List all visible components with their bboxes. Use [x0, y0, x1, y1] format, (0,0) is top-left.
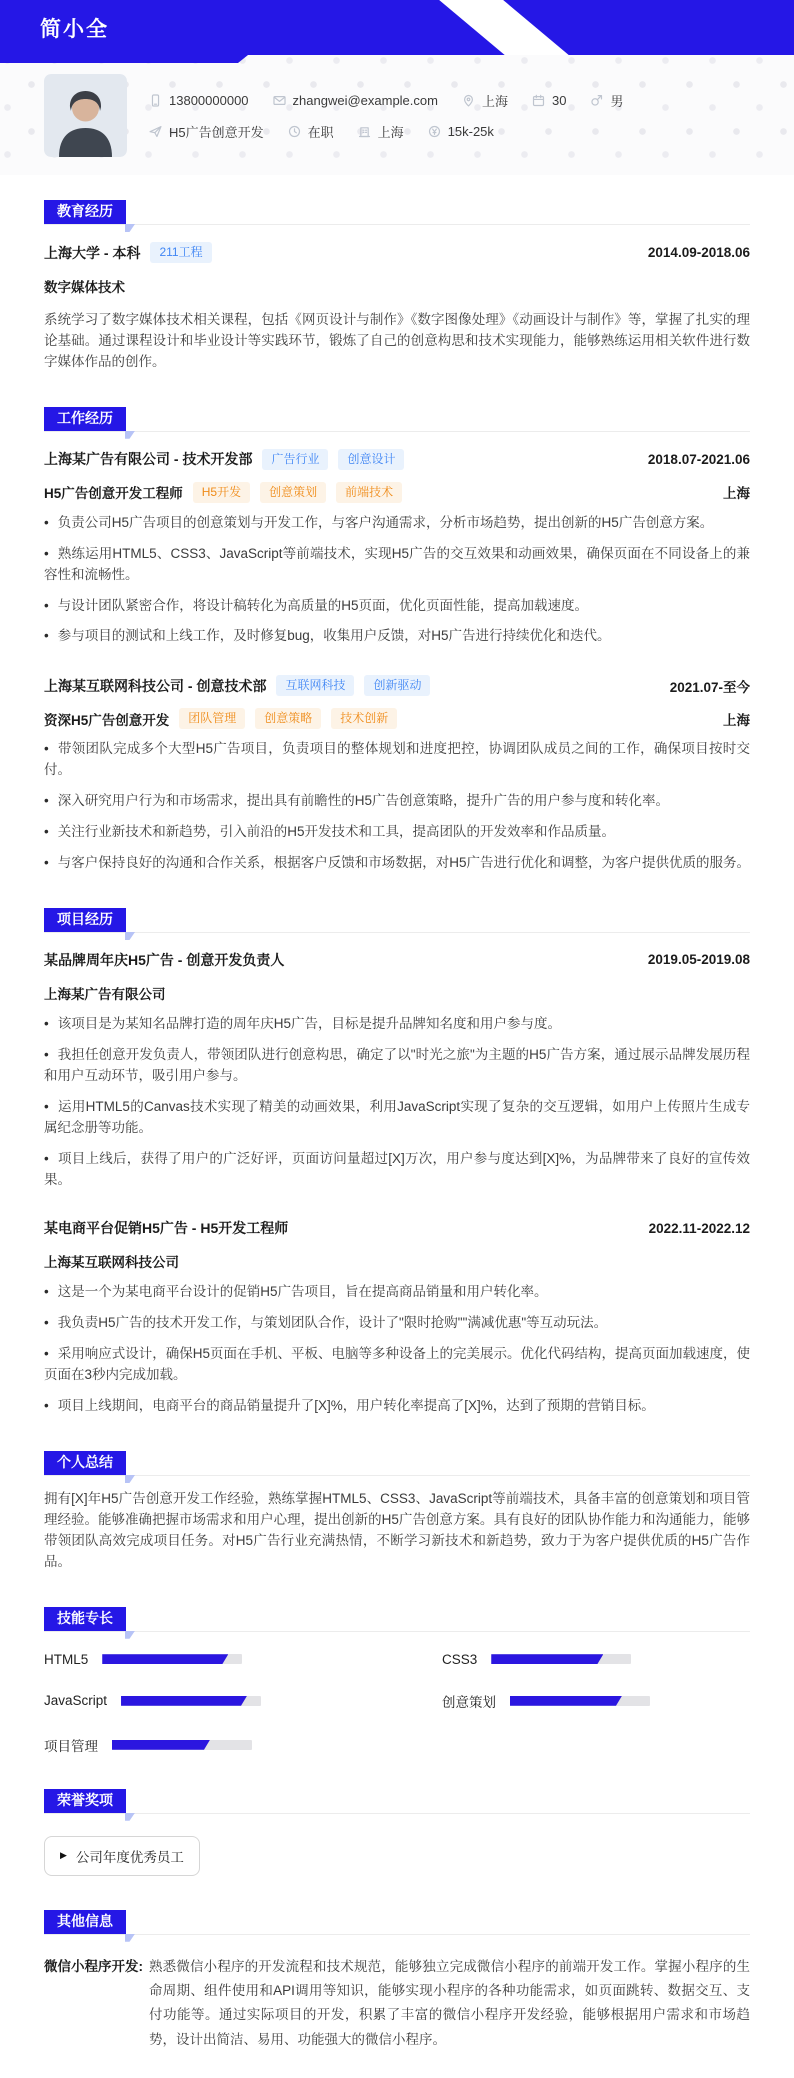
section-title-badge: 教育经历: [44, 200, 126, 224]
project-block: [44, 950, 750, 1190]
project-name: 某品牌周年庆H5广告 - 创意开发负责人: [44, 951, 285, 968]
section-header: [44, 407, 750, 432]
project-name: 某电商平台促销H5广告 - H5开发工程师: [44, 1220, 289, 1237]
job-intent-value: H5广告创意开发: [169, 125, 264, 140]
section-header: [44, 200, 750, 225]
bullet-item: • 关注行业新技术和新趋势，引入前沿的H5开发技术和工具，提高团队的开发效率和作品质量。: [44, 822, 750, 843]
section-title-badge: 个人总结: [44, 1451, 126, 1475]
job-location: 上海: [723, 712, 750, 728]
bullet-item: • 我负责H5广告的技术开发工作，与策划团队合作，设计了"限时抢购""满减优惠"等互动玩法。: [44, 1313, 750, 1334]
bullet-item: • 带领团队完成多个大型H5广告项目，负责项目的整体规划和进度把控，协调团队成员之间的工作，确保项目按时交付。: [44, 739, 750, 781]
education-date: 2014.09-2018.06: [647, 245, 750, 260]
bullet-item: • 项目上线后，获得了用户的广泛好评，页面访问量超过[X]万次，用户参与度达到[X]%，为品牌带来了良好的宣传效果。: [44, 1149, 750, 1191]
job-header-row: [44, 675, 750, 696]
job-bullets: [44, 739, 750, 874]
banner-background: [0, 0, 794, 55]
section-honors: [44, 1789, 750, 1876]
section-title-badge: 其他信息: [44, 1910, 126, 1934]
gender-value: 男: [610, 94, 624, 109]
salary-icon: [428, 125, 441, 138]
skill-item: [44, 1691, 352, 1711]
project-company-row: [44, 1251, 750, 1272]
profile-age: [532, 93, 566, 108]
role-name: 资深H5广告创意开发: [44, 712, 170, 728]
skill-name: HTML5: [44, 1651, 89, 1667]
bullet-item: • 运用HTML5的Canvas技术实现了精美的动画效果，利用JavaScript实现了复杂的交互逻辑，如用户上传照片生成专属纪念册等功能。: [44, 1097, 750, 1139]
phone-icon: [149, 94, 162, 107]
role-tag: 技术创新: [331, 708, 397, 729]
section-title-badge: 荣誉奖项: [44, 1789, 126, 1813]
bullet-item: • 参与项目的测试和上线工作，及时修复bug，收集用户反馈，对H5广告进行持续优化和迭代。: [44, 626, 750, 647]
profile-job-intent: [149, 122, 264, 141]
honor-label: 公司年度优秀员工: [75, 1849, 184, 1865]
role-tag: 前端技术: [336, 482, 402, 503]
role-tag: 创意策划: [260, 482, 326, 503]
email-value: zhangwei@example.com: [292, 93, 438, 108]
section-title-badge: 技能专长: [44, 1607, 126, 1631]
age-icon: [532, 94, 545, 107]
location-icon: [462, 94, 475, 107]
profile-gender: [590, 91, 623, 110]
section-header: [44, 908, 750, 933]
school-name: 上海大学 - 本科: [44, 244, 141, 261]
section-header: [44, 1910, 750, 1935]
role-tag: H5开发: [193, 482, 250, 503]
job-block: [44, 675, 750, 874]
project-company-row: [44, 983, 750, 1004]
age-value: 30: [551, 93, 567, 108]
company-tag: 创意设计: [338, 449, 404, 470]
section-other: [44, 1910, 750, 2052]
bullet-item: • 这是一个为某电商平台设计的促销H5广告项目，旨在提高商品销量和用户转化率。: [44, 1282, 750, 1303]
skill-name: 创意策划: [442, 1694, 496, 1710]
bullet-item: • 与设计团队紧密合作，将设计稿转化为高质量的H5页面，优化页面性能，提高加载速度。: [44, 596, 750, 617]
bullet-item: • 深入研究用户行为和市场需求，提出具有前瞻性的H5广告创意策略，提升广告的用户参与度和转化率。: [44, 791, 750, 812]
bullet-item: • 我担任创意开发负责人，带领团队进行创意构思，确定了以"时光之旅"为主题的H5广告方案，通过展示品牌发展历程和用户互动环节，吸引用户参与。: [44, 1045, 750, 1087]
section-education: [44, 200, 750, 373]
profile-email: [273, 93, 438, 108]
school-tag: 211工程: [150, 242, 211, 263]
skills-grid: [44, 1652, 750, 1755]
status-value: 在职: [307, 125, 334, 140]
section-projects: [44, 908, 750, 1417]
skill-name: CSS3: [442, 1651, 478, 1667]
skill-bar: [510, 1696, 650, 1706]
skill-bar-fill: [102, 1654, 228, 1664]
avatar: [44, 74, 127, 157]
project-date: 2022.11-2022.12: [648, 1220, 750, 1236]
major-name: 数字媒体技术: [44, 280, 125, 295]
other-info-text: 熟悉微信小程序的开发流程和技术规范，能够独立完成微信小程序的前端开发工作。掌握小程序的生命周期、组件使用和API调用等知识，能够实现小程序的各种功能需求，如页面跳转、数据交互、支付功能等。通过实际项目的开发，积累了丰富的微信小程序开发经验，能够根据用户需求和市场趋势，设计出简洁、易用、功能强大的微信小程序。: [149, 1958, 750, 2047]
job-bullets: [44, 513, 750, 648]
other-info-block: [44, 1955, 750, 2052]
section-summary: [44, 1451, 750, 1573]
skill-name: 项目管理: [44, 1738, 98, 1754]
project-bullets: [44, 1282, 750, 1417]
section-header: [44, 1451, 750, 1476]
profile-status: [288, 122, 334, 141]
location-value: 上海: [481, 94, 508, 109]
skill-item: [442, 1652, 750, 1667]
project-company: 上海某互联网科技公司: [44, 1255, 179, 1271]
job-role-row: [44, 482, 750, 503]
role-name: H5广告创意开发工程师: [44, 486, 183, 502]
section-header: [44, 1607, 750, 1632]
section-title-badge: 工作经历: [44, 407, 126, 431]
major-row: [44, 276, 750, 297]
job-block: [44, 449, 750, 648]
role-tag: 创意策略: [255, 708, 321, 729]
profile-row-intent: [149, 122, 647, 141]
project-header-row: [44, 950, 750, 970]
role-tag: 团队管理: [179, 708, 245, 729]
project-bullets: [44, 1014, 750, 1190]
section-header: [44, 1789, 750, 1814]
project-date: 2019.05-2019.08: [647, 952, 750, 968]
avatar-photo-placeholder: [44, 74, 127, 157]
profile-row-basic: [149, 91, 647, 110]
status-icon: [288, 125, 301, 138]
mail-icon: [273, 94, 286, 107]
profile-phone: [149, 93, 249, 108]
profile-location: [462, 91, 508, 110]
job-header-row: [44, 449, 750, 470]
app-banner: [0, 0, 794, 55]
summary-text: 拥有[X]年H5广告创意开发工作经验，熟练掌握HTML5、CSS3、JavaScript等前端技术，具备丰富的创意策划和项目管理经验。能够准确把握市场需求和用户心理，提出创新的H5广告创意方案。具有良好的团队协作能力和沟通能力，能够带领团队高效完成项目任务。对H5广告行业充满热情，不断学习新技术和新趋势，致力于为客户提供优质的H5广告作品。: [44, 1491, 750, 1569]
education-header-row: [44, 242, 750, 263]
skill-bar: [491, 1654, 631, 1664]
bullet-item: • 负责公司H5广告项目的创意策划与开发工作，与客户沟通需求，分析市场趋势，提出创新的H5广告创意方案。: [44, 513, 750, 534]
job-intent-icon: [149, 125, 162, 138]
skill-bar-fill: [510, 1696, 622, 1706]
company-name: 上海某互联网科技公司 - 创意技术部: [44, 677, 267, 694]
section-title-badge: 项目经历: [44, 908, 126, 932]
profile-city: [358, 122, 404, 141]
profile-info: [149, 89, 647, 141]
profile-salary: [428, 124, 494, 139]
other-info-label: 微信小程序开发:: [44, 1958, 143, 1974]
project-block: [44, 1218, 750, 1417]
honor-chip[interactable]: [44, 1836, 200, 1876]
city-icon: [358, 125, 371, 138]
bullet-item: • 项目上线期间，电商平台的商品销量提升了[X]%，用户转化率提高了[X]%，达到了预期的营销目标。: [44, 1396, 750, 1417]
skill-item: [442, 1691, 750, 1711]
banner-ribbon: [0, 55, 248, 63]
gender-icon: [590, 94, 603, 107]
play-icon: ▶: [60, 1850, 67, 1861]
skill-bar-fill: [121, 1696, 247, 1706]
job-date: 2021.07-至今: [669, 679, 750, 695]
profile-section: [0, 55, 794, 175]
bullet-item: • 熟练运用HTML5、CSS3、JavaScript等前端技术，实现H5广告的交互效果和动画效果，确保页面在不同设备上的兼容性和流畅性。: [44, 544, 750, 586]
section-skills: [44, 1607, 750, 1755]
skill-item: [44, 1652, 352, 1667]
job-date: 2018.07-2021.06: [647, 451, 750, 467]
skill-name: JavaScript: [44, 1693, 108, 1709]
skill-bar: [102, 1654, 242, 1664]
section-work: [44, 407, 750, 874]
banner-diagonal-stripe: [432, 0, 579, 55]
project-header-row: [44, 1218, 750, 1238]
project-company: 上海某广告有限公司: [44, 986, 166, 1002]
skill-bar-fill: [491, 1654, 603, 1664]
salary-value: 15k-25k: [447, 124, 494, 139]
company-tag: 互联网科技: [276, 675, 354, 696]
company-tag: 广告行业: [262, 449, 328, 470]
bullet-item: • 采用响应式设计，确保H5页面在手机、平板、电脑等多种设备上的完美展示。优化代码结构，提高页面加载速度，使页面在3秒内完成加载。: [44, 1344, 750, 1386]
brand-logo: 简小全: [40, 17, 109, 41]
city-value: 上海: [377, 125, 404, 140]
bullet-item: • 与客户保持良好的沟通和合作关系，根据客户反馈和市场数据，对H5广告进行优化和调整，为客户提供优质的服务。: [44, 853, 750, 874]
phone-value: 13800000000: [169, 93, 249, 108]
job-location: 上海: [723, 486, 750, 502]
company-tag: 创新驱动: [364, 675, 430, 696]
job-role-row: [44, 708, 750, 729]
bullet-item: • 该项目是为某知名品牌打造的周年庆H5广告，目标是提升品牌知名度和用户参与度。: [44, 1014, 750, 1035]
education-description: 系统学习了数字媒体技术相关课程，包括《网页设计与制作》《数字图像处理》《动画设计与制作》等，掌握了扎实的理论基础。通过课程设计和毕业设计等实践环节，锻炼了自己的创意构思和技术实现能力，能够熟练运用相关软件进行数字媒体作品的创作。: [44, 312, 750, 369]
company-name: 上海某广告有限公司 - 技术开发部: [44, 451, 253, 468]
resume-content: [0, 200, 794, 2078]
skill-bar: [121, 1696, 261, 1706]
